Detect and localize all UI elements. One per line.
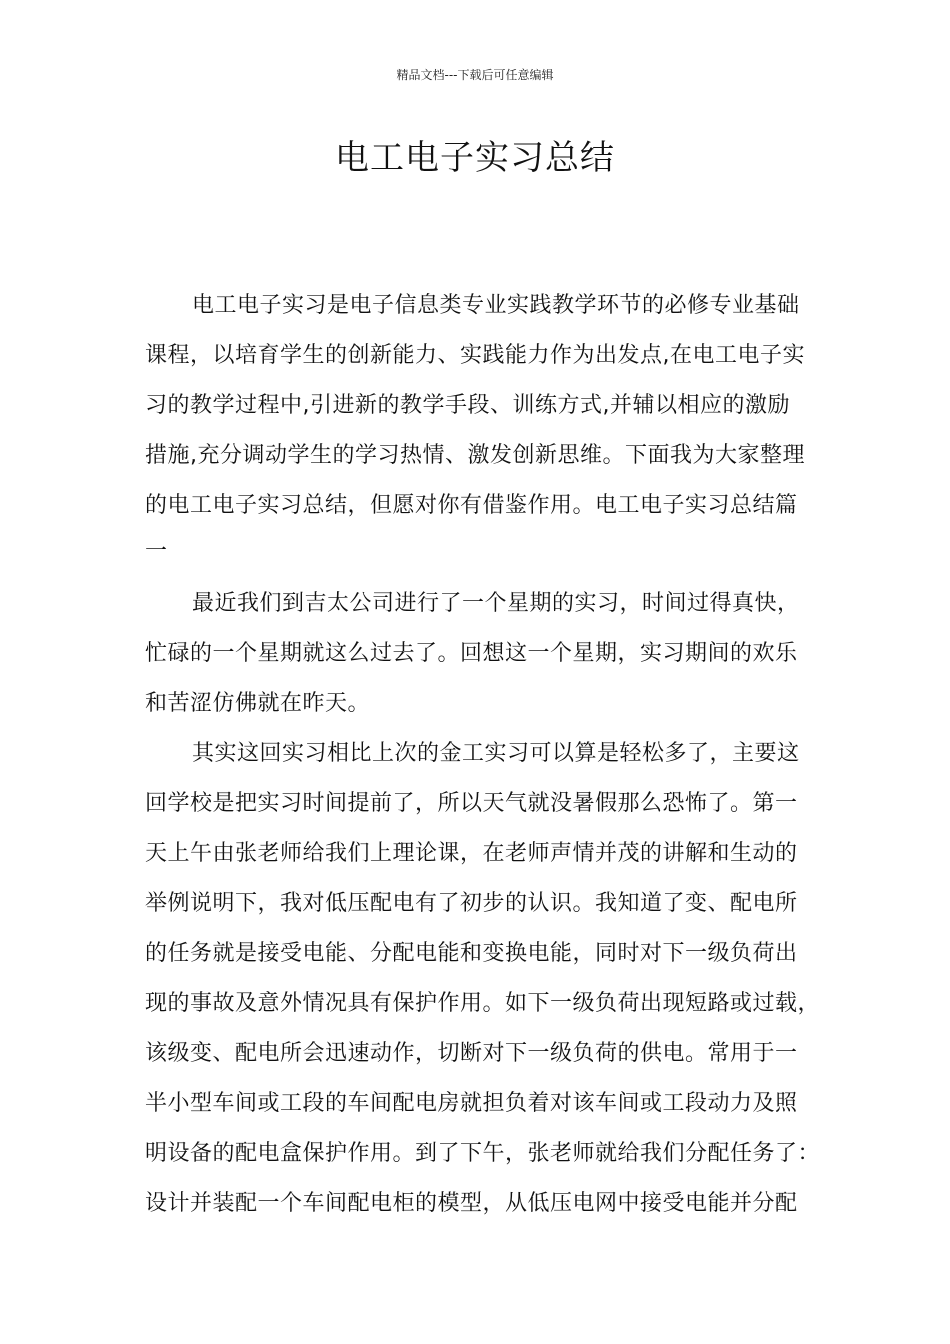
- paragraph-2-line-1: 最近我们到吉太公司进行了一个星期的实习，时间过得真快，: [192, 591, 800, 616]
- paragraph-1-line-1: 电工电子实习是电子信息类专业实践教学环节的必修专业基础: [192, 293, 800, 318]
- paragraph-3-line-5: 的任务就是接受电能、分配电能和变换电能，同时对下一级负荷出: [145, 941, 798, 966]
- paragraph-1-line-5: 的电工电子实习总结，但愿对你有借鉴作用。电工电子实习总结篇: [145, 493, 798, 518]
- paragraph-3-line-4: 举例说明下，我对低压配电有了初步的认识。我知道了变、配电所: [145, 891, 798, 916]
- paragraph-3-line-9: 明设备的配电盒保护作用。到了下午，张老师就给我们分配任务了：: [145, 1141, 821, 1166]
- paragraph-3-line-3: 天上午由张老师给我们上理论课，在老师声情并茂的讲解和生动的: [145, 841, 798, 866]
- paragraph-1-line-2: 课程，以培育学生的创新能力、实践能力作为出发点,在电工电子实: [145, 343, 805, 368]
- paragraph-3-line-2: 回学校是把实习时间提前了，所以天气就没暑假那么恐怖了。第一: [145, 791, 798, 816]
- paragraph-3-line-1: 其实这回实习相比上次的金工实习可以算是轻松多了，主要这: [192, 741, 800, 766]
- paragraph-3-line-10: 设计并装配一个车间配电柜的模型，从低压电网中接受电能并分配: [145, 1191, 798, 1216]
- paragraph-3-line-8: 半小型车间或工段的车间配电房就担负着对该车间或工段动力及照: [145, 1091, 798, 1116]
- header-note: 精品文档---下载后可任意编辑: [396, 68, 554, 82]
- paragraph-1-line-4: 措施,充分调动学生的学习热情、激发创新思维。下面我为大家整理: [145, 443, 805, 468]
- paragraph-2-line-2: 忙碌的一个星期就这么过去了。回想这一个星期，实习期间的欢乐: [145, 641, 798, 666]
- paragraph-3-line-6: 现的事故及意外情况具有保护作用。如下一级负荷出现短路或过载，: [145, 991, 821, 1016]
- paragraph-2-line-3: 和苦涩仿佛就在昨天。: [145, 691, 371, 716]
- paragraph-1-line-6: 一: [145, 539, 168, 564]
- paragraph-1-line-3: 习的教学过程中,引进新的教学手段、训练方式,并辅以相应的激励: [145, 393, 790, 418]
- paragraph-3-line-7: 该级变、配电所会迅速动作，切断对下一级负荷的供电。常用于一: [145, 1041, 798, 1066]
- document-title: 电工电子实习总结: [335, 138, 615, 178]
